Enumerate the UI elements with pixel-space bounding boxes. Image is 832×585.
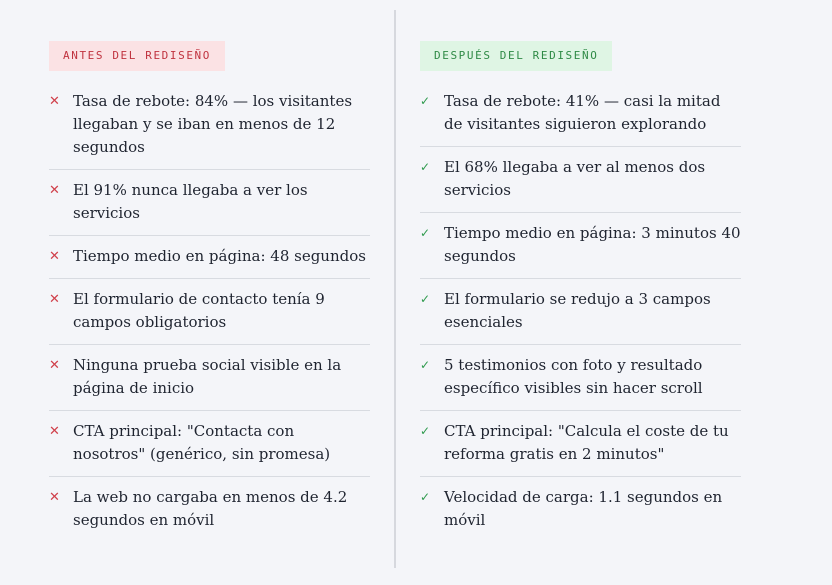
check-icon: ✓ xyxy=(420,424,431,438)
list-item-text: Tasa de rebote: 84% — los visitantes llegaban y se iban en menos de 12 segundos xyxy=(73,92,353,156)
list-item xyxy=(420,213,741,279)
cross-icon: ✕ xyxy=(49,183,60,198)
list-item xyxy=(49,477,370,542)
list-item xyxy=(420,147,741,213)
list-item-text: CTA principal: "Contacta con nosotros" (genérico, sin promesa) xyxy=(73,422,331,463)
cross-icon: ✕ xyxy=(49,249,60,264)
list-item-text: 5 testimonios con foto y resultado específico visibles sin hacer scroll xyxy=(444,356,703,397)
after-badge: DESPUÉS DEL REDISEÑO xyxy=(420,41,612,71)
list-item xyxy=(49,345,370,411)
list-item xyxy=(49,90,370,170)
list-item-text: CTA principal: "Calcula el coste de tu reforma gratis en 2 minutos" xyxy=(444,422,729,463)
list-item xyxy=(420,279,741,345)
list-item-text: Tasa de rebote: 41% — casi la mitad de visitantes siguieron explorando xyxy=(444,92,721,133)
list-item-text: El 68% llegaba a ver al menos dos servicios xyxy=(444,158,706,199)
list-item-text: El 91% nunca llegaba a ver los servicios xyxy=(73,181,308,222)
check-icon: ✓ xyxy=(420,490,431,504)
list-item xyxy=(420,411,741,477)
check-icon: ✓ xyxy=(420,358,431,372)
list-item xyxy=(420,477,741,542)
list-item xyxy=(420,345,741,411)
list-item-text: El formulario de contacto tenía 9 campos obligatorios xyxy=(73,290,325,331)
before-list xyxy=(49,90,370,542)
before-badge: ANTES DEL REDISEÑO xyxy=(49,41,225,71)
cross-icon: ✕ xyxy=(49,490,60,505)
after-column xyxy=(420,41,741,542)
list-item-text: Ninguna prueba social visible en la página de inicio xyxy=(73,356,342,397)
list-item-text: La web no cargaba en menos de 4.2 segundos en móvil xyxy=(73,488,348,529)
list-item-text: Tiempo medio en página: 48 segundos xyxy=(73,247,366,265)
list-item xyxy=(49,279,370,345)
check-icon: ✓ xyxy=(420,160,431,174)
list-item xyxy=(49,411,370,477)
cross-icon: ✕ xyxy=(49,358,60,373)
cross-icon: ✕ xyxy=(49,424,60,439)
check-icon: ✓ xyxy=(420,292,431,306)
list-item xyxy=(49,170,370,236)
check-icon: ✓ xyxy=(420,226,431,240)
list-item xyxy=(49,236,370,279)
cross-icon: ✕ xyxy=(49,292,60,307)
cross-icon: ✕ xyxy=(49,94,60,109)
list-item-text: Tiempo medio en página: 3 minutos 40 segundos xyxy=(444,224,741,265)
check-icon: ✓ xyxy=(420,94,431,108)
list-item-text: Velocidad de carga: 1.1 segundos en móvil xyxy=(444,488,723,529)
after-list xyxy=(420,90,741,542)
list-item xyxy=(420,90,741,147)
before-column xyxy=(49,41,370,542)
column-divider xyxy=(394,10,396,568)
list-item-text: El formulario se redujo a 3 campos esenciales xyxy=(444,290,711,331)
